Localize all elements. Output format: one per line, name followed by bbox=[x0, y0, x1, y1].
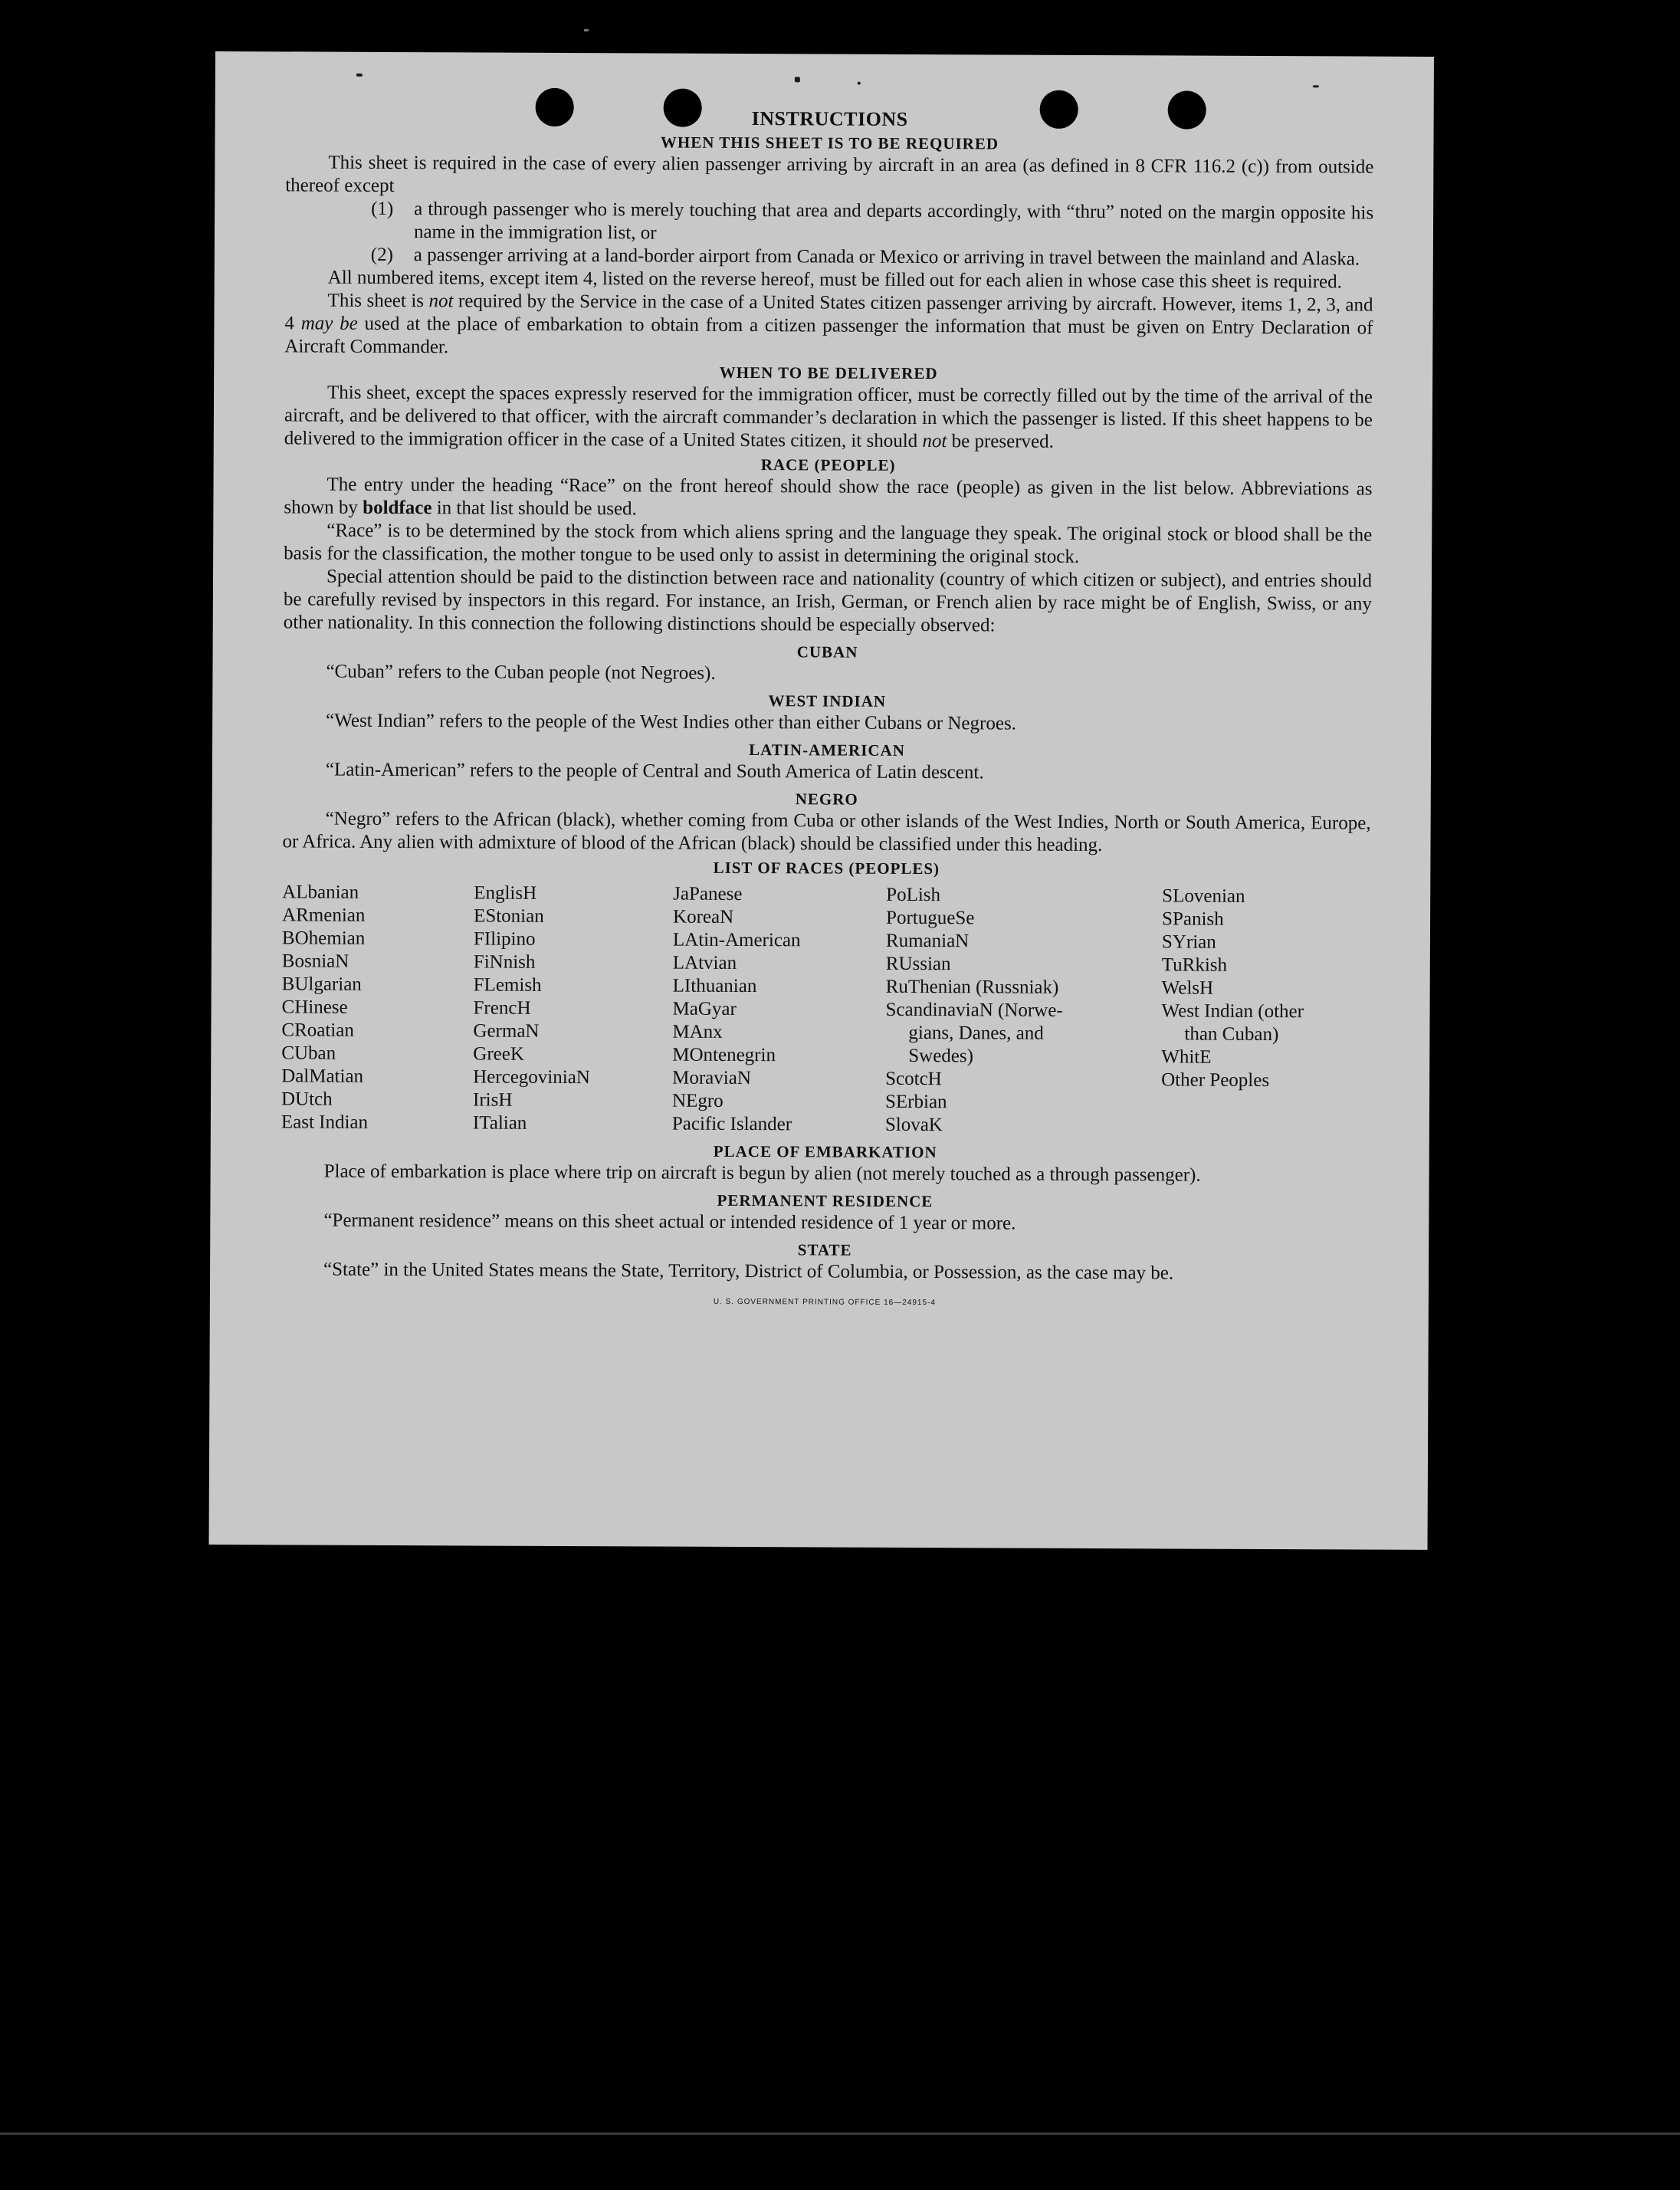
race-entry: HercegoviniaN bbox=[473, 1066, 590, 1088]
race-entry: BUlgarian bbox=[281, 974, 362, 995]
race-entry: WelsH bbox=[1161, 977, 1214, 999]
paragraph: This sheet is not required by the Service in the case of a United States citizen passenger arriving by aircraft. However, items 1, 2, 3, and 4 may be used at the place of embarkation to obtain from a citizen passenger the information that must be given on Entry Declaration of Aircraft Commander. bbox=[284, 290, 1373, 358]
paragraph: “Permanent residence” means on this sheet actual or intended residence of 1 year or more. bbox=[323, 1210, 1016, 1234]
race-entry: ARmenian bbox=[282, 905, 366, 926]
scan-speck bbox=[858, 82, 861, 85]
scan-speck bbox=[1313, 85, 1319, 87]
races-list bbox=[281, 881, 1370, 1138]
race-entry: GermaN bbox=[473, 1020, 540, 1042]
race-entry: RUssian bbox=[885, 953, 951, 975]
race-entry: WhitE bbox=[1161, 1046, 1212, 1068]
section-heading-embarkation: PLACE OF EMBARKATION bbox=[713, 1141, 937, 1162]
race-entry: PoLish bbox=[886, 884, 941, 906]
race-entry: ITalian bbox=[472, 1112, 527, 1134]
race-entry-continued: Swedes) bbox=[908, 1045, 974, 1067]
paragraph: This sheet is required in the case of every alien passenger arriving by aircraft in an area (as defined in 8 CFR 116.2 (c)) from outside thereof except bbox=[285, 152, 1374, 197]
race-entry: MaGyar bbox=[672, 998, 737, 1019]
races-column bbox=[672, 883, 886, 1137]
section-heading-latin-american: LATIN-AMERICAN bbox=[749, 740, 905, 760]
race-entry: ALbanian bbox=[282, 882, 359, 903]
races-column bbox=[885, 884, 1162, 1138]
item-text: a through passenger who is merely touching that area and departs accordingly, with “thru” noted on the margin opposite his name in the immigration list, or bbox=[413, 199, 1374, 244]
paragraph: “State” in the United States means the State, Territory, District of Columbia, or Possession, as the case may be. bbox=[323, 1259, 1174, 1284]
race-entry: FIlipino bbox=[473, 928, 536, 950]
paragraph: The entry under the heading “Race” on the front hereof should show the race (people) as given in the list below. Abbreviations as shown by boldface in that list should be used. bbox=[284, 474, 1373, 520]
race-entry: EnglisH bbox=[474, 882, 537, 904]
section-heading-state: STATE bbox=[797, 1240, 852, 1259]
instructions-content bbox=[281, 105, 1374, 1316]
race-entry: SPanish bbox=[1162, 908, 1224, 930]
paragraph: Place of embarkation is place where trip on aircraft is begun by alien (not merely touched as a through passenger). bbox=[323, 1161, 1201, 1186]
race-entry: BOhemian bbox=[281, 928, 366, 949]
race-entry: RuThenian (Russniak) bbox=[885, 976, 1059, 998]
race-entry: East Indian bbox=[281, 1111, 369, 1133]
paragraph: Special attention should be paid to the distinction between race and nationality (country of which citizen or subject), and entries should be carefully revised by inspectors in this regard. For instance, an Irish, German, or French alien by race might be of English, Swiss, or any other nationality. In this connection the following distinctions should be especially observed: bbox=[283, 566, 1373, 636]
race-entry: FrencH bbox=[473, 997, 531, 1019]
race-entry: LAtvian bbox=[672, 952, 737, 974]
item-number: (2) bbox=[370, 244, 394, 266]
race-entry: EStonian bbox=[474, 905, 544, 927]
race-entry: FiNnish bbox=[473, 951, 536, 973]
paragraph: “Negro” refers to the African (black), whether coming from Cuba or other islands of the West Indies, North or South America, Europe, or Africa. Any alien with admixture of blood of the African (black) should be classified under this heading. bbox=[282, 808, 1371, 856]
race-entry: LAtin-American bbox=[672, 929, 801, 951]
race-entry: SYrian bbox=[1161, 931, 1216, 953]
scan-mark bbox=[584, 29, 589, 31]
section-heading-cuban: CUBAN bbox=[796, 642, 858, 662]
paragraph: “Cuban” refers to the Cuban people (not Negroes). bbox=[326, 661, 716, 684]
printer-imprint: U. S. GOVERNMENT PRINTING OFFICE 16—24915-4 bbox=[713, 1297, 936, 1308]
race-entry: CUban bbox=[281, 1042, 336, 1064]
section-heading-negro: NEGRO bbox=[795, 790, 858, 809]
race-entry: TuRkish bbox=[1161, 954, 1228, 976]
race-entry: MOntenegrin bbox=[672, 1044, 776, 1066]
race-entry: CHinese bbox=[281, 996, 348, 1018]
race-entry: DUtch bbox=[281, 1088, 333, 1110]
race-entry: SErbian bbox=[884, 1091, 947, 1113]
section-heading-when-delivered: WHEN TO BE DELIVERED bbox=[719, 363, 938, 383]
race-entry: CRoatian bbox=[281, 1019, 354, 1041]
page-title: INSTRUCTIONS bbox=[751, 107, 908, 130]
race-entry: MAnx bbox=[672, 1021, 723, 1042]
race-entry: SLovenian bbox=[1162, 885, 1245, 907]
paragraph: This sheet, except the spaces expressly reserved for the immigration officer, must be correctly filled out by the time of the arrival of the aircraft, and be delivered to that officer, with the aircraft commander’s declaration in which the passenger is listed. If this sheet happens to be delivered to the immigration officer in the case of a United States citizen, it should not be preserved. bbox=[284, 382, 1373, 452]
paragraph: All numbered items, except item 4, listed on the reverse hereof, must be filled out for each alien in whose case this sheet is required. bbox=[327, 267, 1342, 293]
race-entry: LIthuanian bbox=[672, 975, 757, 997]
race-entry: NEgro bbox=[671, 1090, 724, 1111]
race-entry: KoreaN bbox=[673, 906, 734, 928]
section-heading-west-indian: WEST INDIAN bbox=[768, 691, 887, 711]
race-entry: SlovaK bbox=[884, 1114, 943, 1136]
paragraph: “Race” is to be determined by the stock from which aliens spring and the language they speak. The original stock or blood shall be the basis for the classification, the mother tongue to be used only to assist in determining the original stock. bbox=[284, 520, 1373, 567]
document-sheet bbox=[209, 51, 1434, 1550]
race-entry: Other Peoples bbox=[1161, 1069, 1270, 1092]
race-entry: Pacific Islander bbox=[671, 1113, 792, 1135]
section-heading-when-required: WHEN THIS SHEET IS TO BE REQUIRED bbox=[660, 133, 999, 153]
race-entry: BosniaN bbox=[281, 951, 349, 972]
section-heading-list-of-races: LIST OF RACES (PEOPLES) bbox=[713, 858, 940, 878]
race-entry: FLemish bbox=[473, 974, 542, 996]
item-number: (1) bbox=[371, 198, 394, 220]
section-heading-residence: PERMANENT RESIDENCE bbox=[717, 1190, 934, 1211]
race-entry: ScandinaviaN (Norwe- bbox=[885, 999, 1063, 1021]
paragraph: “West Indian” refers to the people of the West Indies other than either Cubans or Negroes. bbox=[326, 710, 1017, 734]
race-entry: West Indian (other bbox=[1161, 1000, 1304, 1023]
race-entry: JaPanese bbox=[673, 883, 743, 905]
race-entry: IrisH bbox=[472, 1089, 513, 1111]
race-entry-continued: than Cuban) bbox=[1184, 1023, 1279, 1046]
section-heading-race: RACE (PEOPLE) bbox=[760, 455, 896, 474]
races-column bbox=[473, 882, 673, 1135]
scan-speck bbox=[795, 77, 800, 82]
races-column bbox=[281, 881, 474, 1134]
scan-edge-line bbox=[0, 2133, 1680, 2135]
race-entry: DalMatian bbox=[281, 1065, 364, 1087]
race-entry: PortugueSe bbox=[886, 907, 975, 929]
scan-speck bbox=[356, 74, 363, 77]
race-entry: GreeK bbox=[473, 1043, 524, 1065]
race-entry: ScotcH bbox=[885, 1068, 942, 1090]
race-entry-continued: gians, Danes, and bbox=[908, 1022, 1044, 1044]
races-column bbox=[1161, 885, 1370, 1138]
item-text: a passenger arriving at a land-border airport from Canada or Mexico or arriving in travel between the mainland and Alaska. bbox=[413, 245, 1360, 270]
paragraph: “Latin-American” refers to the people of Central and South America of Latin descent. bbox=[325, 759, 984, 783]
race-entry: RumaniaN bbox=[885, 930, 970, 952]
list-item bbox=[371, 198, 1373, 248]
race-entry: MoraviaN bbox=[672, 1067, 751, 1089]
